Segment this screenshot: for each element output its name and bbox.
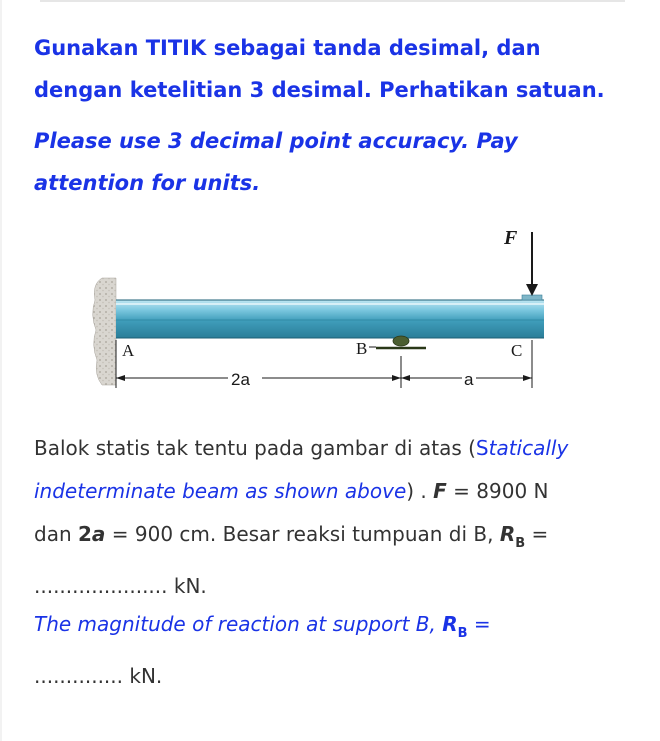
top-divider xyxy=(40,0,625,2)
instruction-indonesian: Gunakan TITIK sebagai tanda desimal, dan dengan ketelitian 3 desimal. Perhatikan satuan. xyxy=(34,36,605,102)
beam xyxy=(116,300,544,338)
answer-blank-id: ..................... kN. xyxy=(34,574,207,598)
dim-a: a xyxy=(464,370,474,389)
label-c: C xyxy=(511,341,523,360)
question-english: The magnitude of reaction at support B, $R_B$ = .............. kN. xyxy=(34,612,491,688)
roller-support xyxy=(393,336,409,346)
instruction-english: Please use 3 decimal point accuracy. Pay attention for units. xyxy=(34,129,518,195)
label-b: B xyxy=(356,339,368,358)
fixed-wall xyxy=(93,278,116,385)
beam-figure xyxy=(86,220,556,405)
reaction-symbol: R xyxy=(499,522,516,546)
force-arrowhead xyxy=(526,284,538,296)
dim-2a: 2a xyxy=(231,370,250,389)
label-a: A xyxy=(122,341,135,360)
force-symbol: F xyxy=(433,479,447,503)
left-edge xyxy=(0,0,2,741)
force-label: F xyxy=(504,227,518,249)
problem-statement: Balok statis tak tentu pada gambar di atas (Statically indeterminate beam as shown above) . F = 8900 N dan 2a = 900 cm. Besar reaksi tumpuan di B, $R_B$ = ..................... kN. xyxy=(34,436,569,598)
answer-blank-en: .............. kN. xyxy=(34,664,163,688)
